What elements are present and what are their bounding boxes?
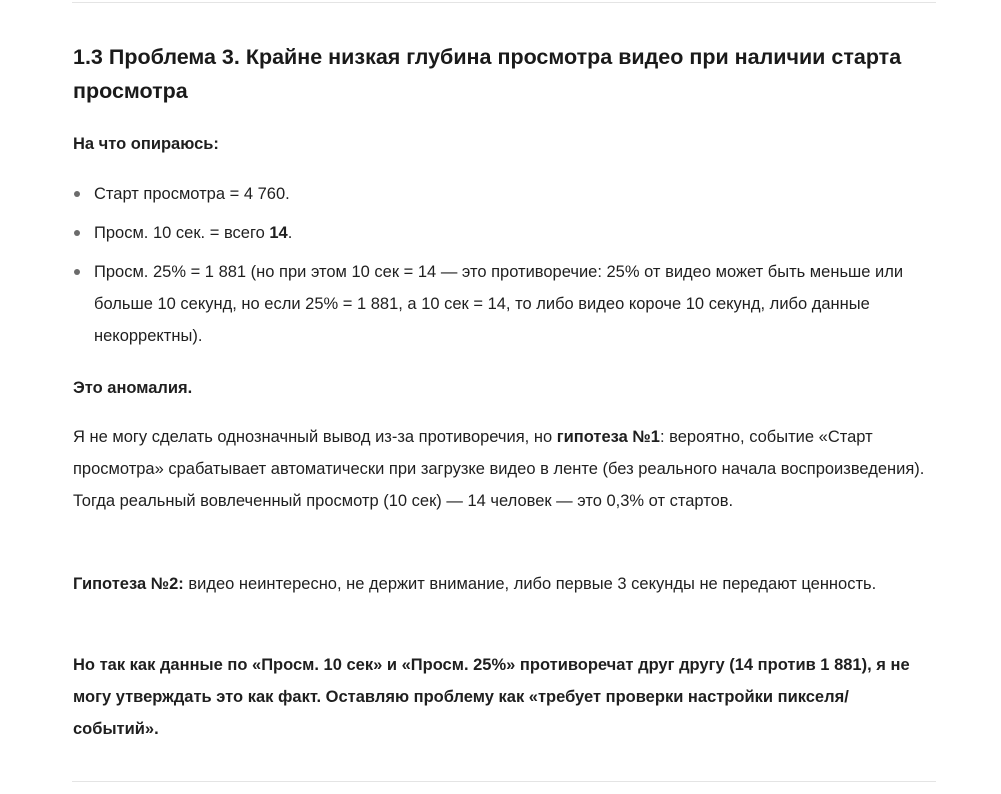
hypothesis-2-label: Гипотеза №2: xyxy=(73,575,184,593)
bottom-divider xyxy=(72,781,936,782)
evidence-list xyxy=(73,178,933,359)
list-item xyxy=(73,178,933,210)
sources-label: На что опираюсь: xyxy=(73,135,219,153)
list-item-text: Просм. 25% = 1 881 (но при этом 10 сек = 14 — это противоречие: 25% от видео может быть меньше или больше 10 секунд, но если 25% = 1 881, а 10 сек = 14, то либо видео короче 10 секунд, либо данные некорректны). xyxy=(94,263,904,345)
anomaly-statement: Это аномалия. xyxy=(73,379,193,397)
list-item-text-end: . xyxy=(287,224,293,242)
conclusion-paragraph: Но так как данные по «Просм. 10 сек» и «Просм. 25%» противоречат друг другу (14 против 1 881), я не могу утверждать это как факт. Оставляю проблему как «требует проверки настройки пикселя/событий». xyxy=(73,656,910,738)
hypothesis-1-intro: Я не могу сделать однозначный вывод из-за противоречия, но xyxy=(73,428,557,446)
hypothesis-1-text: : вероятно, событие «Старт просмотра» срабатывает автоматически при загрузке видео в ленте (без реального начала воспроизведения). Тогда реальный вовлеченный просмотр (10 сек) — 14 человек — это 0,3% от стартов. xyxy=(73,428,925,510)
list-item-bold-value: 14 xyxy=(269,224,288,242)
list-item xyxy=(73,217,933,249)
top-divider xyxy=(72,2,936,3)
bullet-icon xyxy=(74,230,80,236)
bullet-icon xyxy=(74,191,80,197)
list-item xyxy=(73,256,933,352)
hypothesis-1-label: гипотеза №1 xyxy=(556,428,660,446)
list-item-text: Просм. 10 сек. = всего xyxy=(94,224,270,242)
section-heading: 1.3 Проблема 3. Крайне низкая глубина просмотра видео при наличии старта просмотра xyxy=(73,45,902,103)
hypothesis-1-paragraph xyxy=(73,421,933,517)
bullet-icon xyxy=(74,269,80,275)
hypothesis-2-text: видео неинтересно, не держит внимание, либо первые 3 секунды не передают ценность. xyxy=(183,575,877,593)
hypothesis-2-paragraph xyxy=(73,568,933,600)
list-item-text: Старт просмотра = 4 760. xyxy=(94,185,290,203)
